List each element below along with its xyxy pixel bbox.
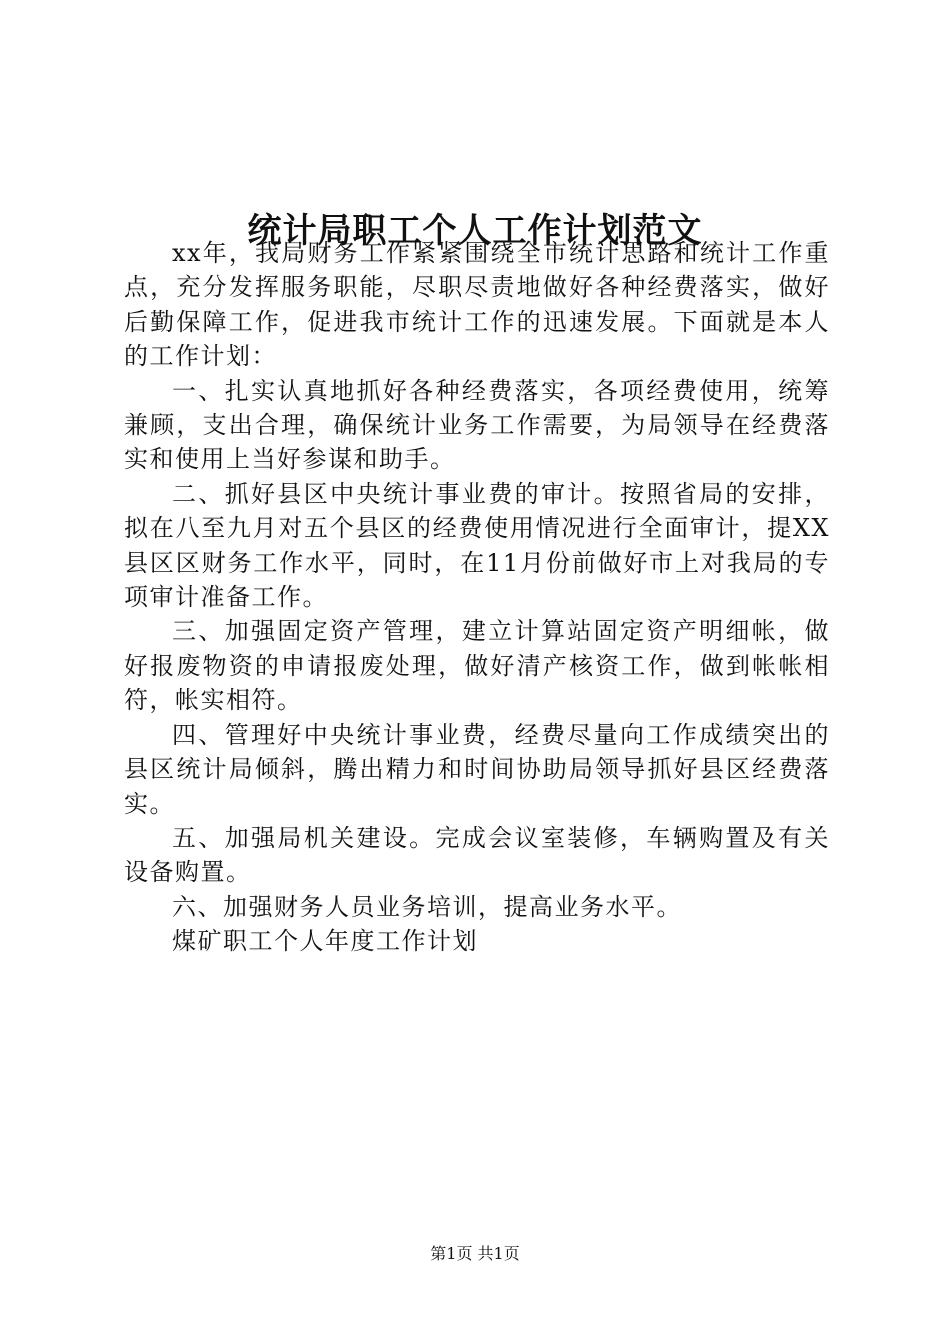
paragraph-item-2: 二、抓好县区中央统计事业费的审计。按照省局的安排，拟在八至九月对五个县区的经费使用情况进行全面审计，提XX县区区财务工作水平，同时，在11月份前做好市上对我局的专项审计准备工作。 (124, 479, 830, 612)
paragraph-item-3: 三、加强固定资产管理，建立计算站固定资产明细帐，做好报废物资的申请报废处理，做好清产核资工作，做到帐帐相符，帐实相符。 (124, 617, 830, 715)
page-footer: 第1页 共1页 (430, 1244, 520, 1263)
paragraph-intro: xx年，我局财务工作紧紧围绕全市统计思路和统计工作重点，充分发挥服务职能，尽职尽责地做好各种经费落实，做好后勤保障工作，促进我市统计工作的迅速发展。下面就是本人的工作计划： (124, 239, 830, 371)
paragraph-related-title: 煤矿职工个人年度工作计划 (172, 927, 478, 956)
paragraph-item-6: 六、加强财务人员业务培训，提高业务水平。 (172, 892, 682, 921)
paragraph-item-4: 四、管理好中央统计事业费，经费尽量向工作成绩突出的县区统计局倾斜，腾出精力和时间协助局领导抓好县区经费落实。 (124, 720, 830, 818)
document-title: 统计局职工个人工作计划范文 (247, 210, 703, 251)
document-body (124, 236, 830, 959)
paragraph-item-5: 五、加强局机关建设。完成会议室装修，车辆购置及有关设备购置。 (124, 823, 830, 887)
paragraph-item-1: 一、扎实认真地抓好各种经费落实，各项经费使用，统筹兼顾，支出合理，确保统计业务工作需要，为局领导在经费落实和使用上当好参谋和助手。 (124, 376, 830, 474)
